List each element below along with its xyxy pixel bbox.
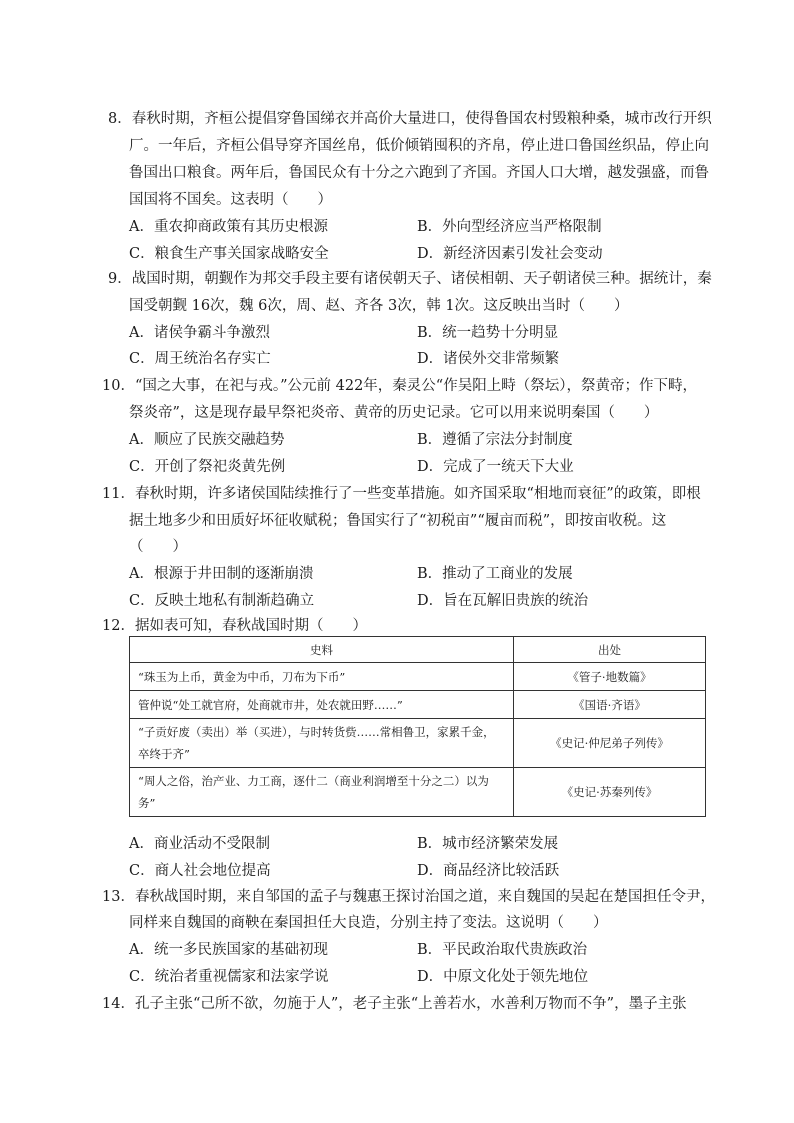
- q13-option-c[interactable]: C．统治者重视儒家和法家学说: [129, 969, 329, 985]
- q8-stem-line-3: 鲁国出口粮食。两年后，鲁国民众有十分之六跑到了齐国。齐国人口大增，越发强盛，而鲁: [129, 165, 709, 181]
- q9-option-a[interactable]: A．诸侯争霸斗争激烈: [129, 325, 270, 341]
- q11-option-a[interactable]: A．根源于井田制的逐渐崩溃: [129, 566, 314, 582]
- q11-option-c[interactable]: C．反映土地私有制渐趋确立: [129, 593, 315, 609]
- table-cell-origin: 《史记·苏秦列传》: [514, 768, 706, 817]
- q8-option-c[interactable]: C．粮食生产事关国家战略安全: [129, 246, 329, 262]
- q10-stem-line-2: 祭炎帝”，这是现存最早祭祀炎帝、黄帝的历史记录。它可以用来说明秦国（ ）: [129, 405, 659, 421]
- q12-option-b[interactable]: B．城市经济繁荣发展: [417, 836, 559, 852]
- q11-stem-line-3: （ ）: [129, 539, 187, 555]
- q9-option-c[interactable]: C．周王统治名存实亡: [129, 351, 271, 367]
- table-header-origin: 出处: [514, 637, 706, 663]
- q12-option-c[interactable]: C．商人社会地位提高: [129, 863, 271, 879]
- q9-option-b[interactable]: B．统一趋势十分明显: [417, 325, 559, 341]
- q13-stem-line-1: 13．春秋战国时期，来自邹国的孟子与魏惠王探讨治国之道，来自魏国的吴起在楚国担任令尹，: [102, 889, 715, 905]
- q10-option-a[interactable]: A．顺应了民族交融趋势: [129, 432, 285, 448]
- table-cell-origin: 《管子·地数篇》: [514, 663, 706, 691]
- table-cell-origin: 《国语·齐语》: [514, 691, 706, 719]
- q8-stem-line-2: 厂。一年后，齐桓公倡导穿齐国丝帛，低价倾销囤积的齐帛，停止进口鲁国丝织品，停止向: [129, 138, 709, 154]
- q8-option-d[interactable]: D．新经济因素引发社会变动: [417, 246, 603, 262]
- q13-stem-line-2: 同样来自魏国的商鞅在秦国担任大良造，分别主持了变法。这说明（ ）: [129, 915, 608, 931]
- q12-option-d[interactable]: D．商品经济比较活跃: [417, 863, 560, 879]
- q11-option-d[interactable]: D．旨在瓦解旧贵族的统治: [417, 593, 589, 609]
- table-cell-source: 管仲说“处工就官府，处商就市井，处农就田野……”: [130, 691, 514, 719]
- table-header-source-text: 史料: [130, 637, 514, 663]
- table-row: [130, 691, 706, 719]
- q11-option-b[interactable]: B．推动了工商业的发展: [417, 566, 573, 582]
- table-row: [130, 663, 706, 691]
- q10-stem-line-1: 10．“国之大事，在祀与戎。”公元前 422年，秦灵公“作吴阳上畤（祭坛），祭黄帝；作下畤，: [102, 378, 697, 394]
- table-cell-source: “子贡好废（卖出）举（买进），与时转货赀……常相鲁卫，家累千金，卒终于齐”: [130, 719, 514, 768]
- table-row: [130, 719, 706, 768]
- q12-source-table: [129, 636, 706, 817]
- q9-option-d[interactable]: D．诸侯外交非常频繁: [417, 351, 560, 367]
- q10-option-b[interactable]: B．遵循了宗法分封制度: [417, 432, 573, 448]
- q13-option-a[interactable]: A．统一多民族国家的基础初现: [129, 942, 328, 958]
- q9-stem-line-1: 9．战国时期，朝觐作为邦交手段主要有诸侯朝天子、诸侯相朝、天子朝诸侯三种。据统计，秦: [108, 271, 712, 287]
- q10-option-c[interactable]: C．开创了祭祀炎黄先例: [129, 459, 286, 475]
- table-cell-origin: 《史记·仲尼弟子列传》: [514, 719, 706, 768]
- table-cell-source: “周人之俗，治产业、力工商，逐什二（商业利润增至十分之二）以为务”: [130, 768, 514, 817]
- q9-stem-line-2: 国受朝觐 16次，魏 6次，周、赵、齐各 3次，韩 1次。这反映出当时（ ）: [129, 298, 629, 314]
- table-row: [130, 768, 706, 817]
- q8-stem-line-1: 8．春秋时期，齐桓公提倡穿鲁国绨衣并高价大量进口，使得鲁国农村毁粮种桑，城市改行开织: [108, 111, 712, 127]
- q12-stem-line-1: 12．据如表可知，春秋战国时期（ ）: [102, 618, 367, 634]
- q13-option-b[interactable]: B．平民政治取代贵族政治: [417, 942, 588, 958]
- q8-option-b[interactable]: B．外向型经济应当严格限制: [417, 219, 602, 235]
- q8-option-a[interactable]: A．重农抑商政策有其历史根源: [129, 219, 328, 235]
- q11-stem-line-2: 据土地多少和田质好坏征收赋税；鲁国实行了“初税亩”“履亩而税”，即按亩收税。这: [129, 513, 667, 529]
- q10-option-d[interactable]: D．完成了一统天下大业: [417, 459, 574, 475]
- q14-stem-line-1: 14．孔子主张“己所不欲，勿施于人”，老子主张“上善若水，水善利万物而不争”，墨子主张: [102, 996, 687, 1012]
- q12-option-a[interactable]: A．商业活动不受限制: [129, 836, 270, 852]
- q13-option-d[interactable]: D．中原文化处于领先地位: [417, 969, 589, 985]
- table-cell-source: “珠玉为上币，黄金为中币，刀布为下币”: [130, 663, 514, 691]
- q8-stem-line-4: 国国将不国矣。这表明（ ）: [129, 192, 332, 208]
- q11-stem-line-1: 11．春秋时期，许多诸侯国陆续推行了一些变革措施。如齐国采取“相地而衰征”的政策，即根: [102, 486, 701, 502]
